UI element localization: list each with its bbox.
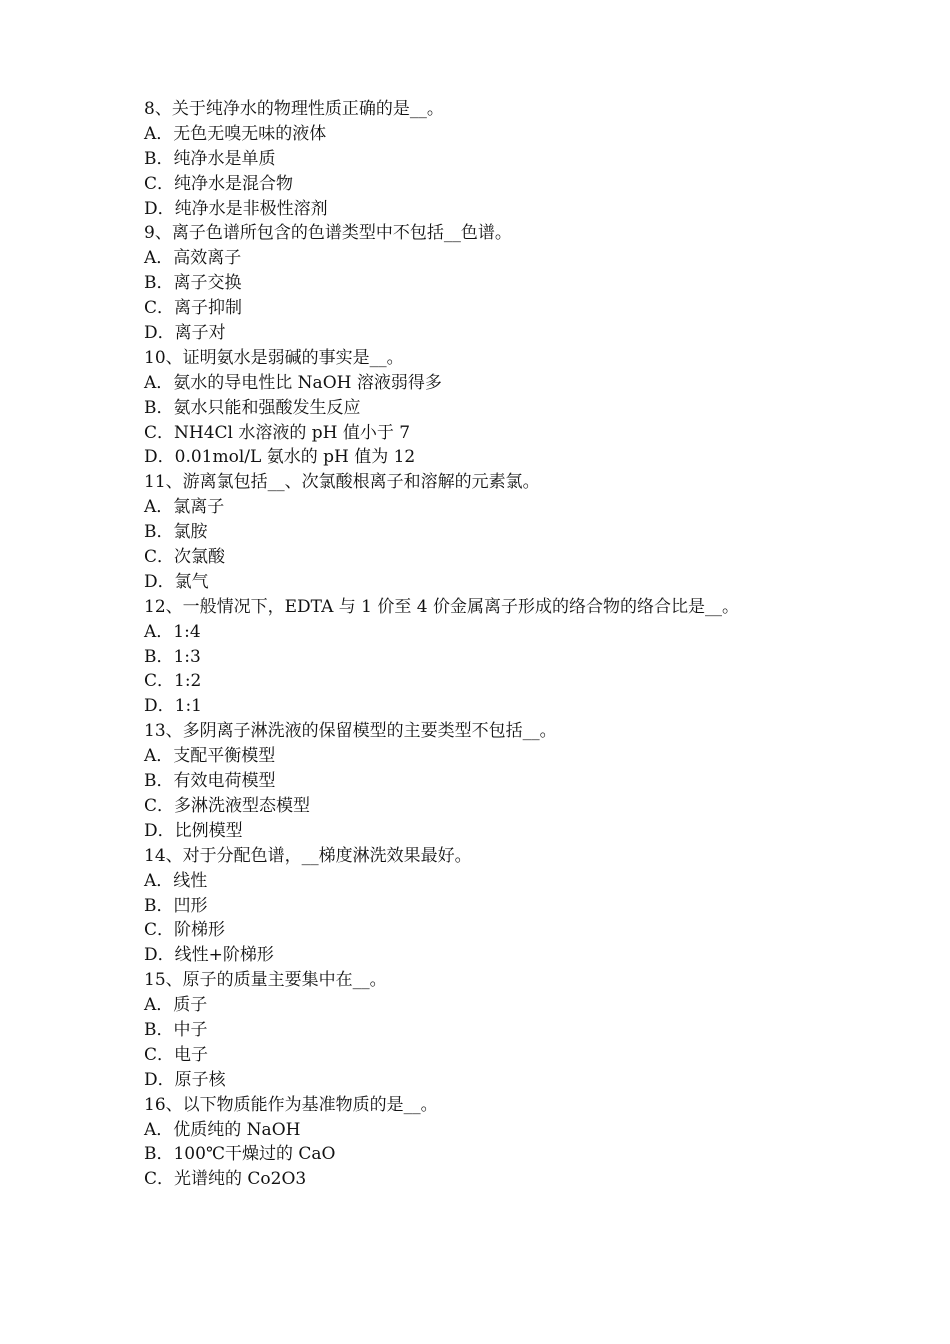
answer-option: C．纯净水是混合物 — [144, 173, 294, 194]
answer-option: A．高效离子 — [144, 248, 242, 269]
answer-option: A．无色无嗅无味的液体 — [144, 123, 327, 144]
question-stem: 8、关于纯净水的物理性质正确的是__。 — [144, 99, 444, 119]
question-stem: 16、以下物质能作为基准物质的是__。 — [144, 1094, 438, 1115]
answer-option: A．质子 — [144, 995, 208, 1016]
answer-option: C．多淋洗液型态模型 — [144, 795, 311, 816]
question-stem: 9、离子色谱所包含的色谱类型中不包括__色谱。 — [144, 223, 512, 244]
answer-option: A．1:4 — [144, 621, 201, 642]
answer-option: B．中子 — [144, 1019, 208, 1040]
answer-option: D．纯净水是非极性溶剂 — [144, 198, 328, 219]
answer-option: D．氯气 — [144, 571, 209, 592]
question-block — [144, 1093, 924, 1193]
question-block — [144, 844, 924, 968]
question-stem: 15、原子的质量主要集中在__。 — [144, 970, 387, 991]
question-block — [144, 470, 924, 594]
question-block — [144, 719, 924, 843]
question-stem: 10、证明氨水是弱碱的事实是__。 — [144, 347, 404, 368]
answer-option: B．氯胺 — [144, 522, 208, 543]
answer-option: B．纯净水是单质 — [144, 148, 276, 169]
answer-option: C．阶梯形 — [144, 920, 226, 941]
answer-option: D．比例模型 — [144, 820, 243, 841]
answer-option: A．支配平衡模型 — [144, 746, 276, 767]
question-stem: 13、多阴离子淋洗液的保留模型的主要类型不包括__。 — [144, 721, 557, 742]
question-block — [144, 968, 924, 1092]
answer-option: A．优质纯的 NaOH — [144, 1119, 301, 1140]
answer-option: B．凹形 — [144, 895, 208, 916]
answer-option: D．1:1 — [144, 696, 202, 717]
answer-option: B．100℃干燥过的 CaO — [144, 1144, 336, 1165]
answer-option: B．氨水只能和强酸发生反应 — [144, 397, 361, 418]
answer-option: A．线性 — [144, 870, 208, 891]
answer-option: D．0.01mol/L 氨水的 pH 值为 12 — [144, 447, 416, 468]
answer-option: A．氯离子 — [144, 497, 225, 518]
answer-option: B．离子交换 — [144, 273, 242, 294]
answer-option: C．1:2 — [144, 671, 202, 692]
answer-option: D．线性+阶梯形 — [144, 945, 274, 966]
question-block — [144, 221, 924, 345]
question-stem: 14、对于分配色谱，__梯度淋洗效果最好。 — [144, 845, 472, 866]
question-block — [144, 595, 924, 719]
question-block — [144, 346, 924, 470]
answer-option: B．1:3 — [144, 646, 201, 667]
answer-option: D．原子核 — [144, 1069, 226, 1090]
answer-option: C．NH4Cl 水溶液的 pH 值小于 7 — [144, 422, 411, 443]
answer-option: C．电子 — [144, 1044, 209, 1065]
answer-option: B．有效电荷模型 — [144, 771, 276, 792]
question-block — [144, 97, 924, 221]
answer-option: C．离子抑制 — [144, 298, 243, 319]
answer-option: D．离子对 — [144, 323, 226, 344]
question-stem: 11、游离氯包括__、次氯酸根离子和溶解的元素氯。 — [144, 472, 540, 493]
question-list — [144, 97, 924, 1192]
answer-option: C．次氯酸 — [144, 547, 226, 568]
answer-option: A．氨水的导电性比 NaOH 溶液弱得多 — [144, 372, 442, 393]
question-stem: 12、一般情况下，EDTA 与 1 价至 4 价金属离子形成的络合物的络合比是__。 — [144, 596, 740, 617]
answer-option: C．光谱纯的 Co2O3 — [144, 1169, 307, 1190]
